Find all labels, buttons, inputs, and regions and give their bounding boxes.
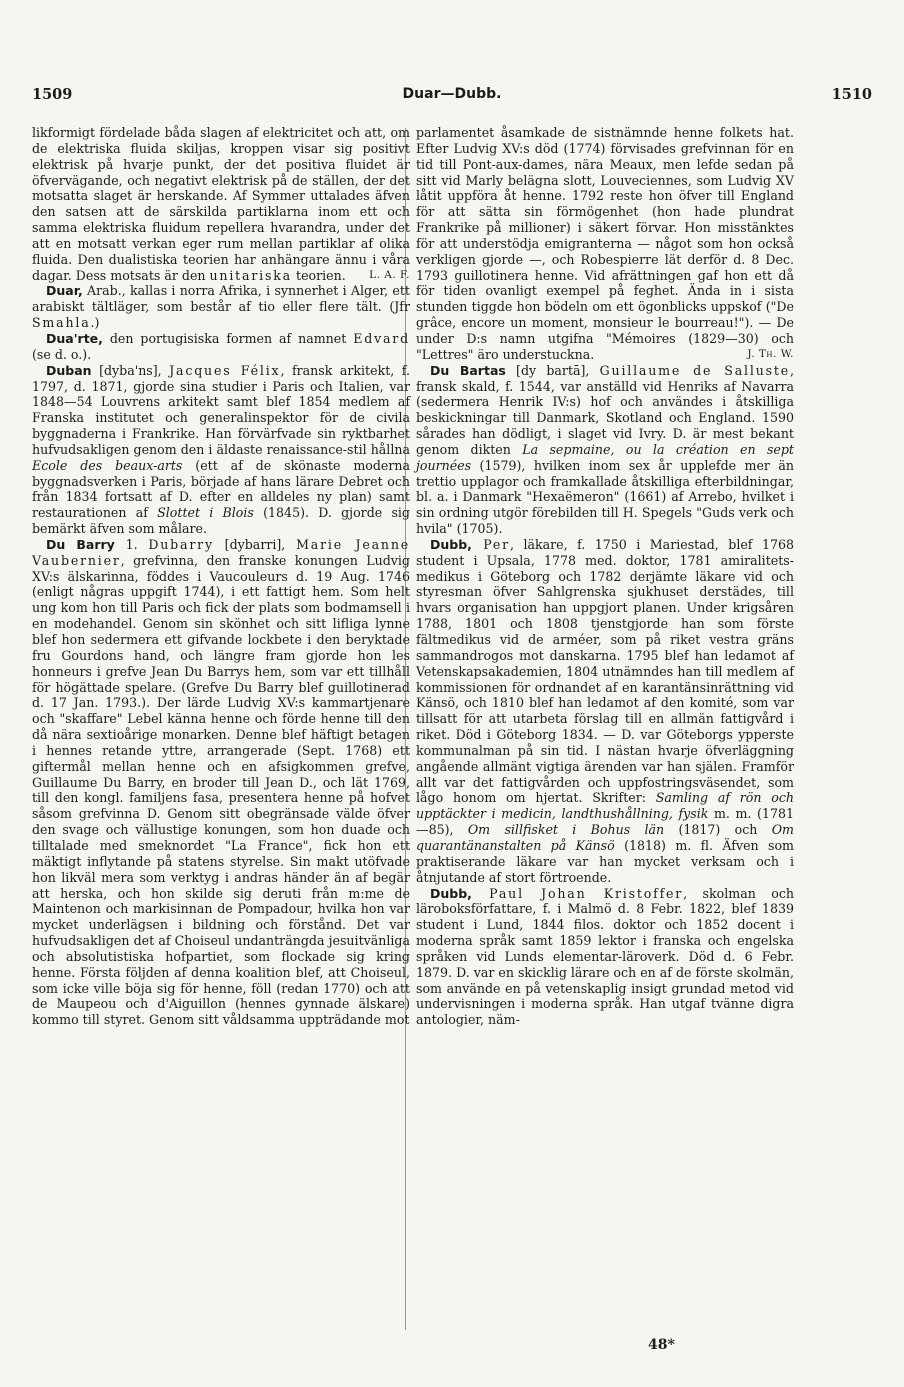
entry-duarte: Dua'rte, den portugisiska formen af namnet Edvard (se d. o.). bbox=[32, 330, 410, 362]
entry-duar: Duar, Arab., kallas i norra Afrika, i synnerhet i Alger, ett arabiskt tältläger, som består af tio eller flere tält. (Jfr Smahla.) bbox=[32, 283, 410, 331]
entry-du-barry-continuation: parlamentet åsamkade de sistnämnde henne folkets hat. Efter Ludvig XV:s död (1774) förvisades grefvinnan för en tid till Pont-aux-dames, nära Meaux, men lefde sedan på sitt vid Marly belägna slott, Louveciennes, som Ludvig XV låtit uppföra åt henne. 1792 reste hon öfver till England för att sätta sin förmögenhet (hon hade plundrat Frankrike på millioner) i säkert förvar. Hon misstänktes för att understödja emigranterna — något som hon också verkligen gjorde —, och Robespierre lät derför d. 8 Dec. 1793 guillotinera henne. Vid afrättningen gaf hon ett då för tiden ovanligt exempel på feghet. Ända in i sista stunden tiggde hon bödeln om ett ögonblicks uppskof ("De grâce, encore un moment, monsieur le bourreau!"). — De under D:s namn utgifna "Mémoires (1829—30) och "Lettres" äro understuckna. J. Th. W. bbox=[416, 125, 794, 362]
left-column bbox=[32, 125, 410, 1028]
entry-du-bartas: Du Bartas [dy bartā], Guillaume de Salluste, fransk skald, f. 1544, var anställd vid Henriks af Navarra (sedermera Henrik IV:s) hof och användes i åtskilliga beskickningar till Danmark, Skotland och England. 1590 sårades han dödligt, i slaget vid Ivry. D. är mest bekant genom dikten La sepmaine, ou la création en sept journées (1579), hvilken inom sex år upplefde mer än trettio upplagor och framkallade åtskilliga efterbildningar, bl. a. i Danmark "Hexaëmeron" (1661) af Arrebo, hvilket i sin ordning utgör förebilden till H. Spegels "Guds verk och hvila" (1705). bbox=[416, 362, 794, 537]
entry-duban: Duban [dyba'ns], Jacques Félix, fransk arkitekt, f. 1797, d. 1871, gjorde sina studier i Paris och Italien, var 1848—54 Louvrens arkitekt samt blef 1854 medlem af Franska institutet och generalinspektor för de civila byggnaderna i Frankrike. Han förvärfvade sin ryktbarhet hufvudsakligen genom den i äldaste renaissance-stil hållna Ecole des beaux-arts (ett af de skönaste moderna byggnadsverken i Paris, började af hans lärare Debret och från 1834 fortsatt af D. efter en alldeles ny plan) samt restaurationen af Slottet i Blois (1845). D. gjorde sig bemärkt äfven som målare. bbox=[32, 362, 410, 537]
entry-dubb-paul: Dubb, Paul Johan Kristoffer, skolman och läroboksförfattare, f. i Malmö d. 8 Febr. 1822, blef 1839 student i Lund, 1844 filos. doktor och 1852 docent i moderna språk samt 1859 lektor i franska och engelska språken vid Lunds elementar-läroverk. Död d. 6 Febr. 1879. D. var en skicklig lärare och en af de förste skolmän, som använde en på vetenskaplig insigt grundad metod vid undervisningen i moderna språk. Han utgaf tvänne digra antologier, näm- bbox=[416, 885, 794, 1028]
headword: Du Bartas bbox=[430, 362, 506, 378]
headword: Dubb, bbox=[430, 536, 472, 552]
entry-elektricitet-continuation: likformigt fördelade båda slagen af elektricitet och att, om de elektriska fluida skiljas, kroppen visar sig positivt elektrisk på hvarje punkt, der det positiva fluidet är öfvervägande, och negativt elektrisk på de ställen, der det motsatta slaget är herskande. Af Symmer uttalades äfven den satsen att de särskilda partiklarna inom ett och samma elektriska fluidum repellera hvarandra, under det att en motsatt verkan eger rum mellan partiklar af olika fluida. Den dualistiska teorien har anhängare ännu i våra dagar. Dess motsats är den unitariska teorien. L. A. F. bbox=[32, 125, 410, 283]
page-number-right: 1510 bbox=[831, 86, 872, 103]
signature-mark: 48* bbox=[648, 1337, 675, 1353]
page-header bbox=[32, 86, 872, 110]
headword: Dubb, bbox=[430, 885, 472, 901]
running-title: Duar—Dubb. bbox=[402, 86, 502, 102]
right-column bbox=[416, 125, 794, 1028]
headword: Dua'rte, bbox=[46, 330, 103, 346]
entry-dubb-per: Dubb, Per, läkare, f. 1750 i Mariestad, blef 1768 student i Upsala, 1778 med. doktor, 1781 amiralitets-medikus i Göteborg och 1782 derjämte läkare vid och styresman öfver Sahlgrenska sjukhuset derstädes, till hvars organisation han uppgjort planen. Under krigsåren 1788, 1801 och 1808 tjenstgjorde han som förste fältmedikus vid de arméer, som på riket vestra gräns sammandrogos mot danskarna. 1795 blef han ledamot af Vetenskapsakademien, 1804 utnämndes han till medlem af kommissionen för ordnandet af en karantänsinrättning vid Känsö, och 1810 blef han ledamot af den komité, som var tillsatt för att utarbeta förslag till en allmän fattigvård i riket. Död i Göteborg 1834. — D. var Göteborgs ypperste kommunalman på sin tid. I nästan hvarje öfverläggning angående allmänt vigtiga ärenden var han själen. Framför allt var det fattigvården och uppfostringsväsendet, som lågo honom om hjertat. Skrifter: Samling af rön och upptäckter i medicin, landthushållning, fysik m. m. (1781—85), Om sillfisket i Bohus län (1817) och Om quarantänanstalten på Känsö (1818) m. fl. Äfven som praktiserande läkare var han mycket verksam och i åtnjutande af stort förtroende. bbox=[416, 536, 794, 885]
page-number-left: 1509 bbox=[32, 86, 73, 103]
headword: Duar, bbox=[46, 283, 83, 299]
entry-du-barry: Du Barry 1. Dubarry [dybarri], Marie Jeanne Vaubernier, grefvinna, den franske konungen Ludvig XV:s älskarinna, föddes i Vaucouleurs d. 19 Aug. 1746 (enligt någras uppgift 1744), i ett fattigt hem. Som helt ung kom hon till Paris och fick der plats som bodmamsell i en modehandel. Genom sin skönhet och sitt lifliga lynne blef hon sedermera ett gifvande lockbete i den beryktade fru Gourdons hand, och längre fram gjorde hon les honneurs i grefve Jean Du Barrys hem, som var ett tillhåll för högättade spelare. (Grefve Du Barry blef guillotinerad d. 17 Jan. 1793.). Der lärde Ludvig XV:s kammartjenare och "skaffare" Lebel känna henne och förde henne till den då nära sextioårige monarken. Denne blef häftigt betagen i hennes retande yttre, arrangerade (Sept. 1768) ett giftermål mellan henne och en afsigkommen grefve, Guillaume Du Barry, en broder till Jean D., och lät 1769, till den kongl. familjens fasa, presentera henne på hofvet såsom grefvinna D. Genom sitt obegränsade välde öfver den svage och vällustige konungen, som hon duade och tilltalade med smeknordet "La France", fick hon ett mäktigt inflytande på statens styrelse. Sin makt utöfvade hon likväl mera som verktyg i andras händer än af begär att herska, och hon skilde sig deruti från m:me de Maintenon och markisinnan de Pompadour, hvilka hon var mycket underlägsen i bildning och förstånd. Det var hufvudsakligen det af Choiseul undanträngda jesuitvänliga och absolutistiska hofpartiet, som flockade sig kring henne. Första följden af denna koalition blef, att Choiseul, som icke ville böja sig för henne, föll (redan 1770) och att de Maupeou och d'Aiguillon (hennes gynnade älskare) kommo till styret. Genom sitt våldsamma uppträdande mot bbox=[32, 536, 411, 1028]
headword: Duban bbox=[46, 362, 92, 378]
headword: Du Barry bbox=[46, 536, 115, 552]
author-signature: L. A. F. bbox=[369, 268, 410, 281]
author-signature: J. Th. W. bbox=[747, 347, 794, 360]
